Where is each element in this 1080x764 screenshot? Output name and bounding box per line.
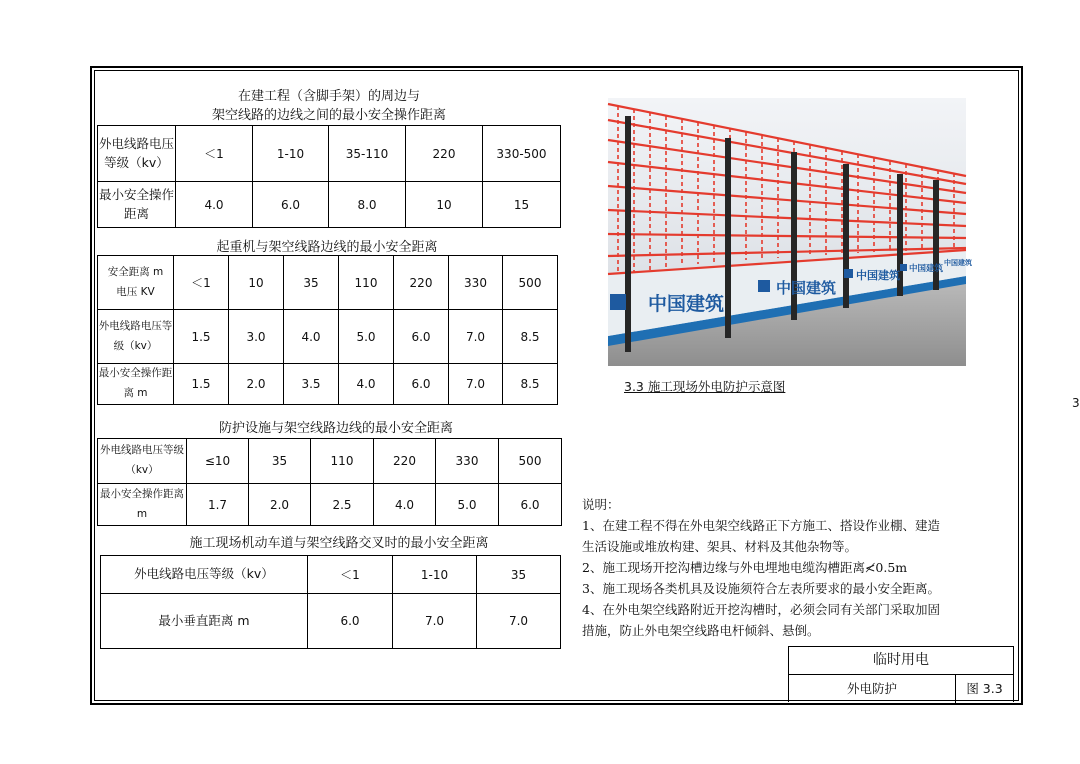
t3-cell: 220 <box>374 439 436 484</box>
t3-cell: 6.0 <box>499 484 562 526</box>
t2-cell: 220 <box>394 256 449 310</box>
table-crane-distance <box>97 255 558 405</box>
table-vehicle-road-distance <box>100 555 561 649</box>
t2-cell: 8.5 <box>503 364 558 405</box>
t4-cell: 7.0 <box>477 594 561 649</box>
table-building-distance <box>97 125 561 228</box>
t2-cell: 4.0 <box>284 310 339 364</box>
fence-rendering <box>608 98 972 366</box>
t3-cell: 1.7 <box>187 484 249 526</box>
note-line: 2、施工现场开挖沟槽边缘与外电埋地电缆沟槽距离≮0.5m <box>582 560 908 575</box>
t1-header-voltage: 外电线路电压等级（kv） <box>98 126 176 182</box>
t1-cell: 220 <box>406 126 483 182</box>
t3-cell: ≤10 <box>187 439 249 484</box>
signage-text: 中国建筑 <box>776 279 837 297</box>
note-line: 3、施工现场各类机具及设施须符合左表所要求的最小安全距离。 <box>582 581 940 596</box>
protection-fence-illustration <box>608 98 972 366</box>
t1-cell: ＜1 <box>176 126 253 182</box>
table4-title: 施工现场机动车道与架空线路交叉时的最小安全距离 <box>189 536 489 551</box>
title-block-figure-number: 图 3.3 <box>966 681 1003 696</box>
t4-cell: 6.0 <box>308 594 393 649</box>
t4-cell: 35 <box>477 556 561 594</box>
t2-cell: 110 <box>339 256 394 310</box>
t3-cell: 2.0 <box>249 484 311 526</box>
t4-cell: 7.0 <box>393 594 477 649</box>
figure-caption: 3.3 施工现场外电防护示意图 <box>624 379 786 394</box>
t4-cell: ＜1 <box>308 556 393 594</box>
t2-cell: 1.5 <box>174 364 229 405</box>
t2-cell: 1.5 <box>174 310 229 364</box>
t1-cell: 1-10 <box>253 126 329 182</box>
edge-page-mark: 3 <box>1072 396 1080 410</box>
t2-cell: 500 <box>503 256 558 310</box>
table1-title-line1: 在建工程（含脚手架）的周边与 <box>237 89 420 104</box>
t3-header-voltage: 外电线路电压等级（kv） <box>98 439 187 484</box>
t2-cell: ＜1 <box>174 256 229 310</box>
title-block <box>788 646 1014 702</box>
t2-corner-voltage: 电压 KV <box>116 285 155 298</box>
t1-cell: 6.0 <box>253 182 329 228</box>
signage-text: 中国建筑 <box>944 259 972 267</box>
table-protection-distance <box>97 438 562 526</box>
t3-cell: 500 <box>499 439 562 484</box>
t2-cell: 330 <box>449 256 503 310</box>
t2-cell: 7.0 <box>449 310 503 364</box>
t1-cell: 8.0 <box>329 182 406 228</box>
note-line: 4、在外电架空线路附近开挖沟槽时，必须会同有关部门采取加固 <box>582 602 940 617</box>
t2-cell: 10 <box>229 256 284 310</box>
table1-title-line2: 架空线路的边线之间的最小安全操作距离 <box>211 108 446 123</box>
t2-cell: 35 <box>284 256 339 310</box>
note-line: 措施，防止外电架空线路电杆倾斜、悬倒。 <box>582 623 820 638</box>
t2-cell: 6.0 <box>394 364 449 405</box>
signage-text: 中国建筑 <box>909 264 944 274</box>
t2-cell: 3.5 <box>284 364 339 405</box>
t2-header-distance: 最小安全操作距离 m <box>98 364 174 405</box>
t2-cell: 3.0 <box>229 310 284 364</box>
notes-heading: 说明： <box>582 497 620 512</box>
t2-corner-distance: 安全距离 m <box>107 265 164 278</box>
t1-header-distance: 最小安全操作距离 <box>98 182 176 228</box>
t1-cell: 4.0 <box>176 182 253 228</box>
t4-header-distance: 最小垂直距离 m <box>101 594 308 649</box>
t1-cell: 330-500 <box>483 126 561 182</box>
t3-cell: 330 <box>436 439 499 484</box>
signage-text: 中国建筑 <box>856 269 900 282</box>
t2-cell: 5.0 <box>339 310 394 364</box>
t2-header-corner <box>98 256 174 310</box>
t3-cell: 35 <box>249 439 311 484</box>
t3-cell: 4.0 <box>374 484 436 526</box>
t2-cell: 8.5 <box>503 310 558 364</box>
t2-cell: 2.0 <box>229 364 284 405</box>
t2-cell: 7.0 <box>449 364 503 405</box>
t3-header-distance: 最小安全操作距离 m <box>98 484 187 526</box>
notes-section <box>582 494 982 641</box>
note-line: 1、在建工程不得在外电架空线路正下方施工、搭设作业棚、建造 <box>582 518 940 533</box>
t2-cell: 6.0 <box>394 310 449 364</box>
t4-header-voltage: 外电线路电压等级（kv） <box>101 556 308 594</box>
t1-cell: 10 <box>406 182 483 228</box>
table3-title: 防护设施与架空线路边线的最小安全距离 <box>218 421 453 436</box>
table2-title: 起重机与架空线路边线的最小安全距离 <box>216 240 438 255</box>
t3-cell: 2.5 <box>311 484 374 526</box>
t3-cell: 110 <box>311 439 374 484</box>
t4-cell: 1-10 <box>393 556 477 594</box>
t1-cell: 35-110 <box>329 126 406 182</box>
t3-cell: 5.0 <box>436 484 499 526</box>
title-block-name: 外电防护 <box>789 675 956 703</box>
t2-cell: 4.0 <box>339 364 394 405</box>
t1-cell: 15 <box>483 182 561 228</box>
t2-header-voltage: 外电线路电压等级（kv） <box>98 310 174 364</box>
signage-text: 中国建筑 <box>648 293 725 315</box>
title-block-category: 临时用电 <box>789 647 1013 675</box>
note-line: 生活设施或堆放构建、架具、材料及其他杂物等。 <box>582 539 858 554</box>
